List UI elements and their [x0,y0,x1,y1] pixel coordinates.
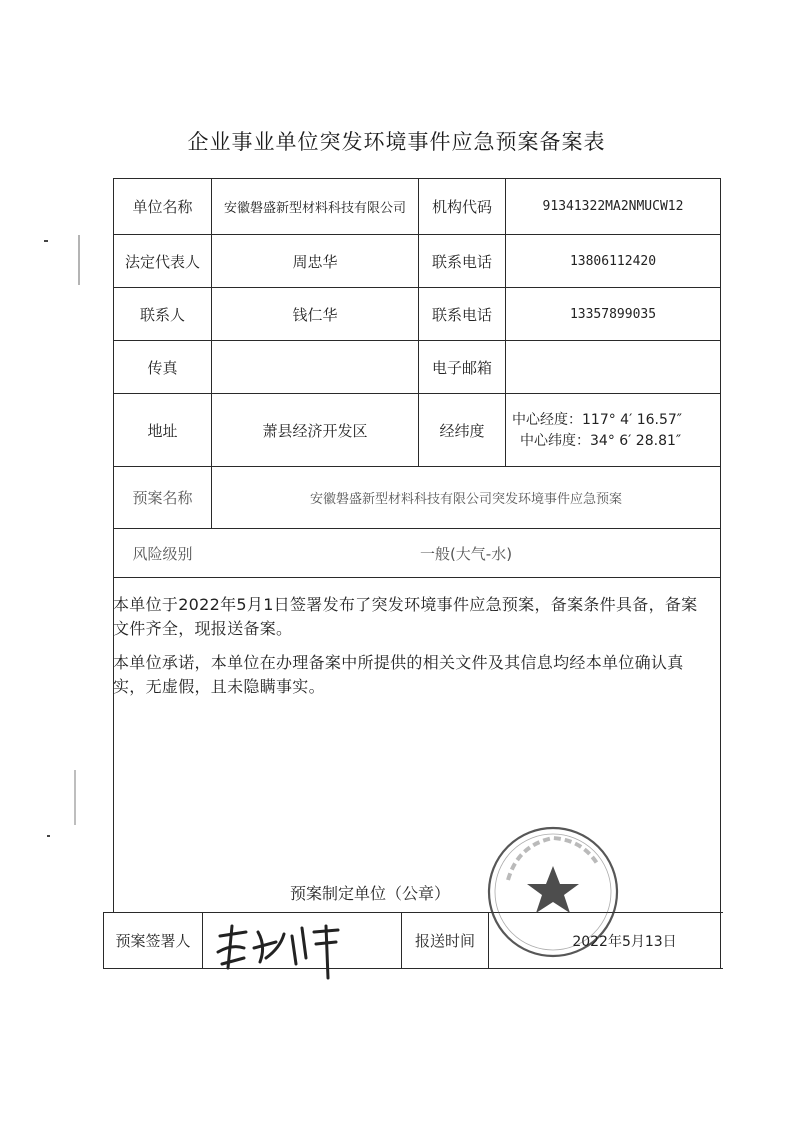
page-title: 企业事业单位突发环境事件应急预案备案表 [187,130,606,154]
unit-name-value: 安徽磐盛新型材料科技有限公司 [223,201,406,216]
address-label: 地址 [147,421,178,440]
latlon-label: 经纬度 [439,421,485,440]
risk-level-value: 一般(大气-水) [419,544,513,563]
phone1-value: 13806112420 [569,253,657,269]
scan-mark [44,240,48,242]
scan-mark [78,235,80,285]
email-value [506,341,720,393]
risk-level-label: 风险级别 [132,544,193,563]
longitude-value: 中心经度：117° 4′ 16.57″ [512,412,683,428]
scan-mark [74,770,76,825]
phone2-label: 联系电话 [431,305,492,324]
legal-rep-label: 法定代表人 [124,252,200,271]
latitude-value: 中心纬度：34° 6′ 28.81″ [520,433,682,449]
email-label: 电子邮箱 [431,358,492,377]
scan-mark [47,835,50,837]
plan-name-value: 安徽磐盛新型材料科技有限公司突发环境事件应急预案 [309,492,622,507]
org-code-value: 91341322MA2NMUCW12 [542,199,684,214]
org-sign-label: 预案制定单位（公章） [290,883,451,903]
contact-value: 钱仁华 [292,305,338,324]
address-value: 萧县经济开发区 [262,421,368,440]
org-code-label: 机构代码 [431,198,492,216]
fax-value [212,341,418,393]
statement-paragraph-2: 本单位承诺，本单位在办理备案中所提供的相关文件及其信息均经本单位确认真实，无虚假，且未隐瞒事实。 [113,653,684,696]
unit-name-label: 单位名称 [132,198,193,216]
phone1-label: 联系电话 [431,252,492,271]
phone2-value: 13357899035 [569,306,657,322]
fax-label: 传真 [147,358,178,377]
legal-rep-value: 周忠华 [292,252,338,271]
submit-time-label: 报送时间 [414,932,475,950]
signer-label: 预案签署人 [115,932,191,950]
plan-name-label: 预案名称 [132,489,193,507]
contact-label: 联系人 [139,305,185,324]
submit-time-value: 2022年5月13日 [572,933,677,950]
statement-paragraph-1: 本单位于2022年5月1日签署发布了突发环境事件应急预案，备案条件具备，备案文件齐全，现报送备案。 [113,595,698,638]
handwritten-signature [210,918,350,980]
